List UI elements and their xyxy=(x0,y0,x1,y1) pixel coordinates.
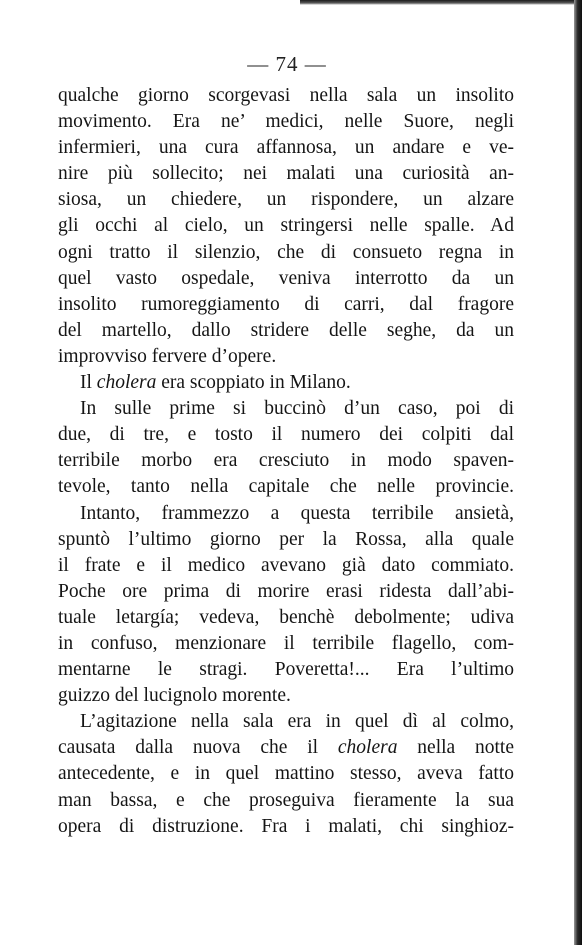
text-run: quel vasto ospedale, veniva interrotto da un xyxy=(58,267,514,289)
text-run: del martello, dallo stridere delle seghe, da un xyxy=(58,319,514,341)
text-run: terribile morbo era cresciuto in modo spaven- xyxy=(58,450,514,472)
text-run: era scoppiato in Milano. xyxy=(156,372,351,394)
text-run: due, di tre, e tosto il numero dei colpiti dal xyxy=(58,424,514,446)
text-line xyxy=(58,814,514,840)
text-run: il frate e il medico avevano già dato commiato. xyxy=(58,554,514,576)
text-line xyxy=(58,448,514,474)
text-line xyxy=(58,83,514,109)
text-line xyxy=(58,657,514,683)
italic-word: cholera xyxy=(96,372,157,394)
text-line xyxy=(58,370,514,396)
text-run: gli occhi al cielo, un stringersi nelle spalle. Ad xyxy=(58,215,514,237)
text-line xyxy=(58,396,514,422)
text-line xyxy=(58,422,514,448)
text-run: nella notte xyxy=(397,737,514,759)
text-line xyxy=(58,527,514,553)
text-run: guizzo del lucignolo morente. xyxy=(58,685,291,707)
text-run: nire più sollecito; nei malati una curiosità an- xyxy=(58,163,514,185)
text-run: Il xyxy=(80,372,97,394)
text-line xyxy=(58,631,514,657)
text-line xyxy=(58,683,514,709)
text-line xyxy=(58,292,514,318)
text-run: mentarne le stragi. Poveretta!... Era l’ultimo xyxy=(58,659,514,681)
text-run: causata dalla nuova che il xyxy=(58,737,338,759)
text-line xyxy=(58,161,514,187)
text-line xyxy=(58,735,514,761)
page-edge-shadow-right xyxy=(574,0,582,945)
text-line xyxy=(58,553,514,579)
text-line xyxy=(58,501,514,527)
text-line xyxy=(58,788,514,814)
text-run: opera di distruzione. Fra i malati, chi singhioz- xyxy=(58,815,514,837)
page-number: — 74 — xyxy=(247,52,327,76)
text-line xyxy=(58,187,514,213)
text-line xyxy=(58,266,514,292)
text-line xyxy=(58,474,514,500)
text-run: spuntò l’ultimo giorno per la Rossa, alla quale xyxy=(58,528,514,550)
text-run: antecedente, e in quel mattino stesso, aveva fatto xyxy=(58,763,514,785)
text-run: L’agitazione nella sala era in quel dì al colmo, xyxy=(80,711,514,733)
text-run: movimento. Era ne’ medici, nelle Suore, negli xyxy=(58,111,514,133)
text-run: Intanto, frammezzo a questa terribile ansietà, xyxy=(80,502,514,524)
text-line xyxy=(58,709,514,735)
text-line xyxy=(58,579,514,605)
text-run: tuale letargía; vedeva, benchè debolmente; udiva xyxy=(58,606,514,628)
italic-word: cholera xyxy=(337,737,398,759)
text-line xyxy=(58,761,514,787)
text-line xyxy=(58,240,514,266)
text-run: man bassa, e che proseguiva fieramente la sua xyxy=(58,789,514,811)
text-run: insolito rumoreggiamento di carri, dal fragore xyxy=(58,293,514,315)
text-line xyxy=(58,109,514,135)
text-run: In sulle prime si buccinò d’un caso, poi di xyxy=(80,398,514,420)
text-run: tevole, tanto nella capitale che nelle provincie. xyxy=(58,476,514,498)
text-run: ogni tratto il silenzio, che di consueto regna in xyxy=(58,241,514,263)
text-line xyxy=(58,213,514,239)
text-run: improvviso fervere d’opere. xyxy=(58,345,277,367)
text-line xyxy=(58,135,514,161)
text-run: infermieri, una cura affannosa, un andare e ve- xyxy=(58,137,514,159)
text-line xyxy=(58,344,514,370)
text-run: in confuso, menzionare il terribile flagello, com- xyxy=(58,632,514,654)
text-line xyxy=(58,605,514,631)
text-run: Poche ore prima di morire erasi ridesta dall’abi- xyxy=(58,580,514,602)
text-run: siosa, un chiedere, un rispondere, un alzare xyxy=(58,189,514,211)
text-line xyxy=(58,318,514,344)
text-run: qualche giorno scorgevasi nella sala un insolito xyxy=(58,85,514,106)
body-text xyxy=(58,83,514,840)
